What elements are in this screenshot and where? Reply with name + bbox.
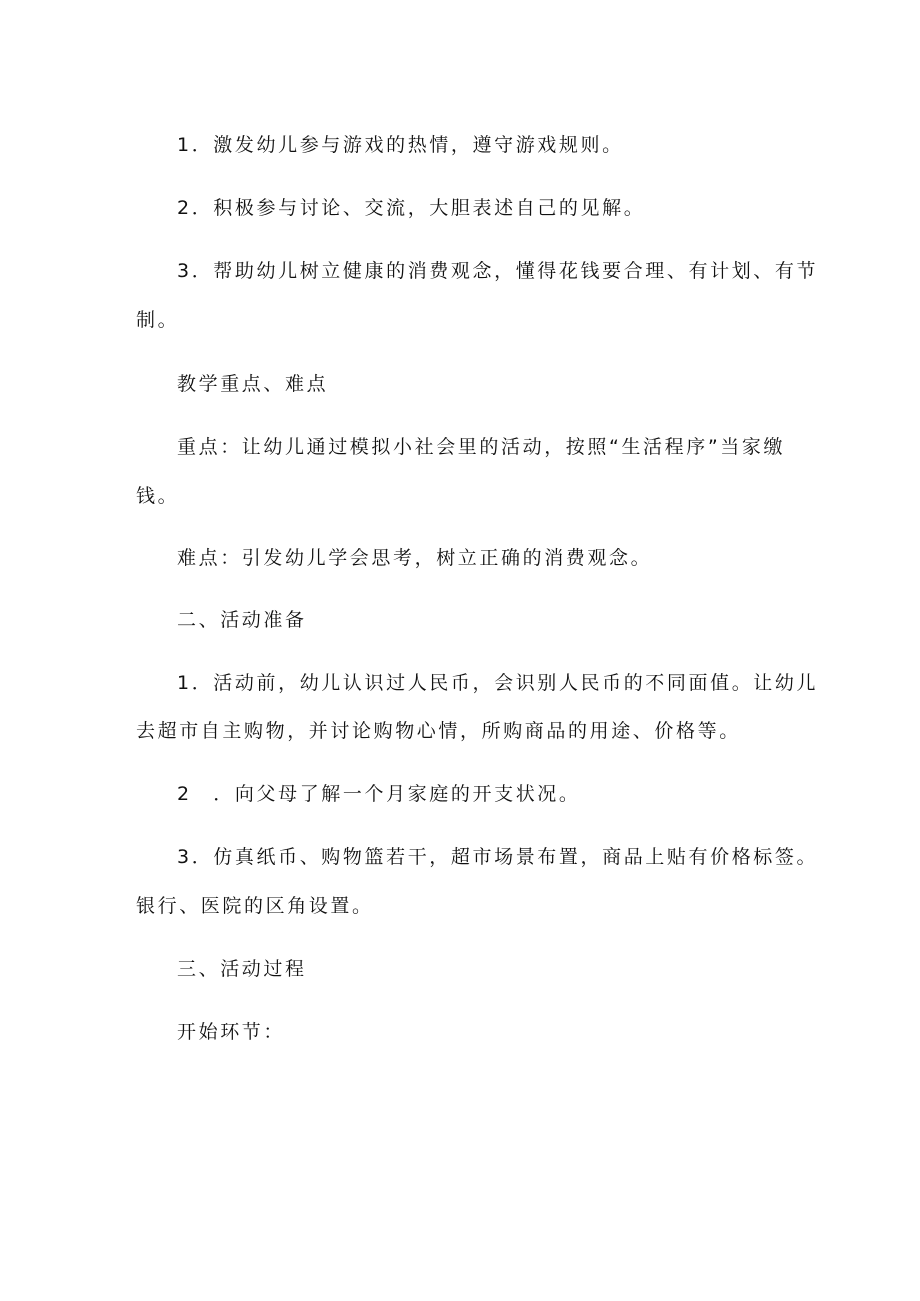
key-point-cont: 钱。 — [136, 485, 180, 507]
preparation-2: 2 ．向父母了解一个月家庭的开支状况。 — [177, 783, 581, 805]
preparation-3: 3．仿真纸币、购物篮若干，超市场景布置，商品上贴有价格标签。 — [177, 846, 819, 868]
section-process: 三、活动过程 — [177, 958, 307, 980]
preparation-3-cont: 银行、医院的区角设置。 — [136, 895, 374, 917]
key-point: 重点：让幼儿通过模拟小社会里的活动，按照“生活程序”当家缴 — [177, 436, 786, 458]
section-preparation: 二、活动准备 — [177, 609, 307, 631]
preparation-1: 1．活动前，幼儿认识过人民币，会识别人民币的不同面值。让幼儿 — [177, 672, 819, 694]
key-points-heading: 教学重点、难点 — [177, 373, 329, 395]
objective-2: 2．积极参与讨论、交流，大胆表述自己的见解。 — [177, 197, 646, 219]
objective-3-cont: 制。 — [136, 309, 180, 331]
opening-stage: 开始环节： — [177, 1021, 286, 1043]
objective-3: 3．帮助幼儿树立健康的消费观念，懂得花钱要合理、有计划、有节 — [177, 260, 819, 282]
preparation-1-cont: 去超市自主购物，并讨论购物心情，所购商品的用途、价格等。 — [136, 720, 741, 742]
difficult-point: 难点：引发幼儿学会思考，树立正确的消费观念。 — [177, 547, 653, 569]
objective-1: 1．激发幼儿参与游戏的热情，遵守游戏规则。 — [177, 134, 624, 156]
